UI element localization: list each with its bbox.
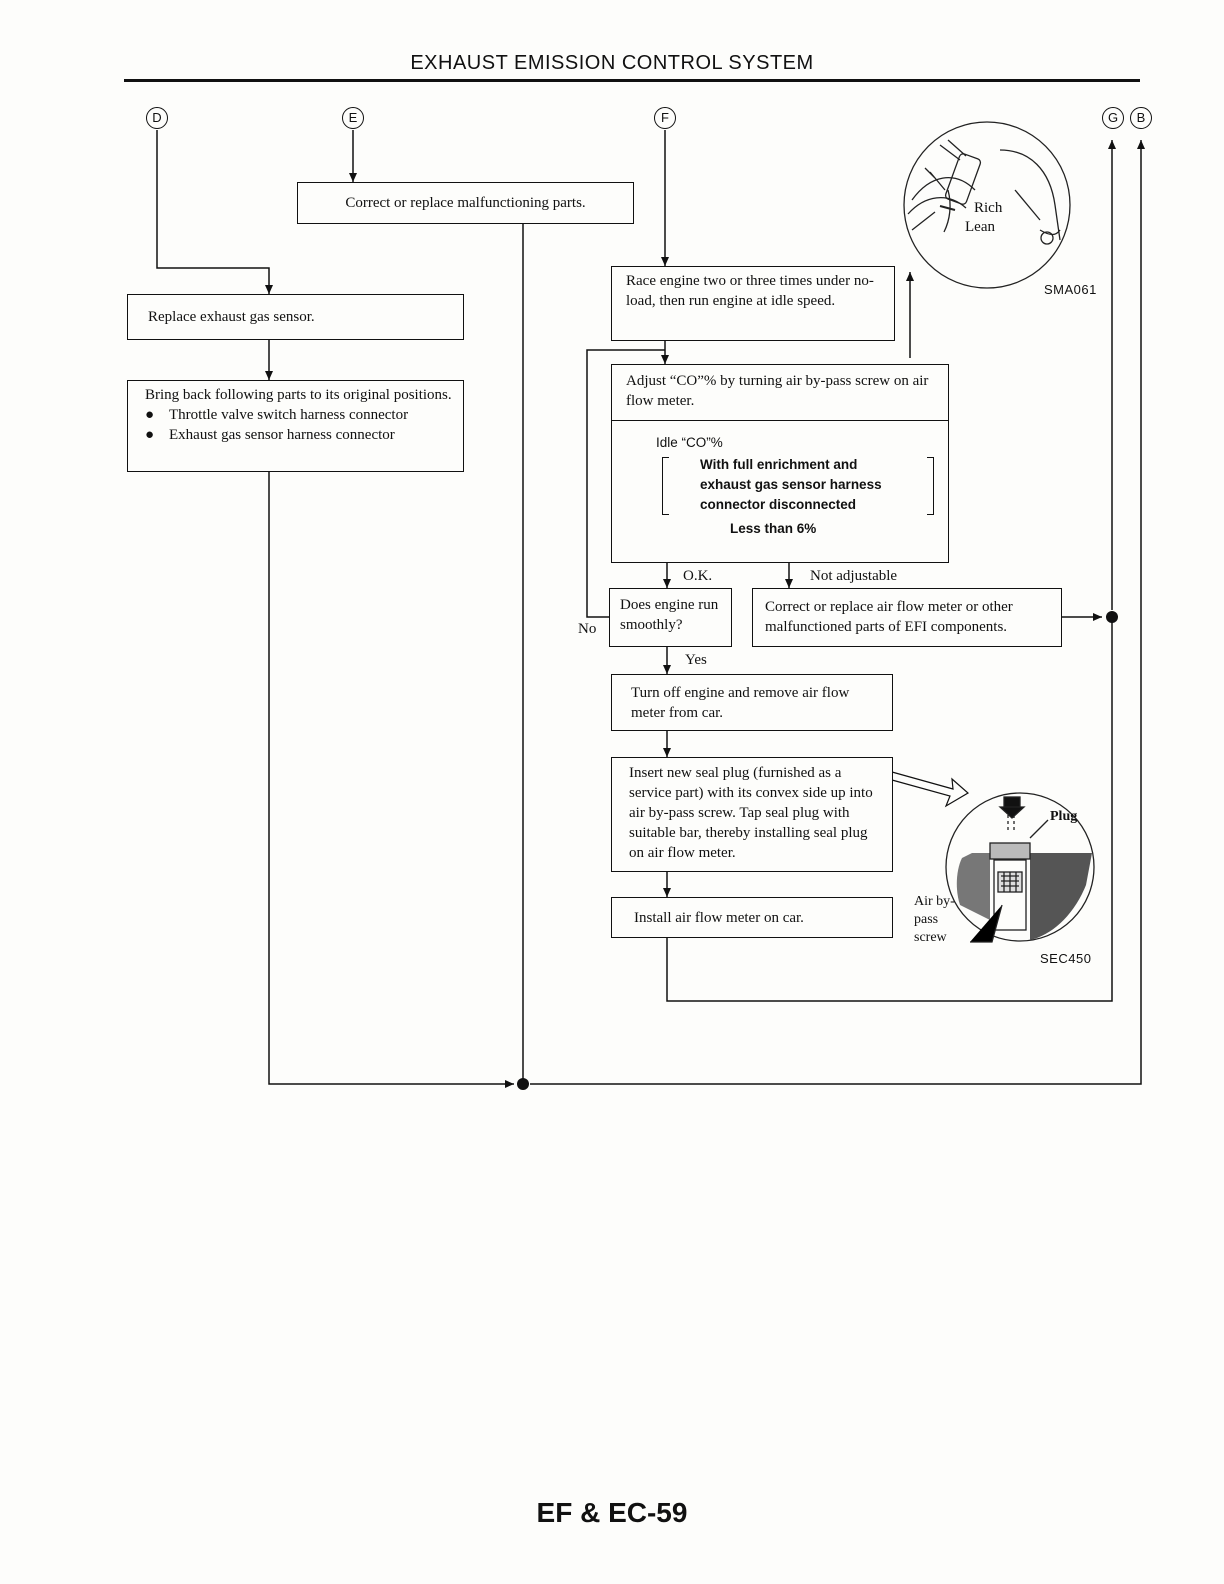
page-header: EXHAUST EMISSION CONTROL SYSTEM xyxy=(410,52,814,74)
bracket-left xyxy=(662,457,669,515)
smooth-box xyxy=(609,588,732,647)
no-label: No xyxy=(578,621,597,637)
connector-b: B xyxy=(1130,107,1152,129)
idle-spec-value: Less than 6% xyxy=(730,521,817,536)
connector-g: G xyxy=(1102,107,1124,129)
idle-spec xyxy=(612,421,948,539)
not-adjustable-label: Not adjustable xyxy=(810,568,898,584)
replace-sensor-box xyxy=(127,294,464,340)
bring-back-item-text: Throttle valve switch harness connector xyxy=(169,407,409,423)
lean-label: Lean xyxy=(965,219,995,235)
adjust-co-text: Adjust “CO”% by turning air by-pass screw on air flow meter. xyxy=(612,365,948,421)
bring-back-intro: Bring back following parts to its original positions. xyxy=(145,387,452,403)
rich-label: Rich xyxy=(974,200,1003,216)
connector-f: F xyxy=(654,107,676,129)
yes-label: Yes xyxy=(685,652,707,668)
ok-label: O.K. xyxy=(683,568,713,584)
bracket-right xyxy=(927,457,934,515)
correct-replace-box xyxy=(297,182,634,224)
turn-off-box xyxy=(611,674,893,731)
correct-replace-text: Correct or replace malfunctioning parts. xyxy=(345,195,586,211)
bullet-dot: ● xyxy=(145,427,155,443)
race-engine-box xyxy=(611,266,895,341)
figure1-code: SMA061 xyxy=(1044,282,1097,297)
idle-spec-condition-text: With full enrichment and exhaust gas sensor harness connector disconnected xyxy=(700,457,882,512)
connector-d: D xyxy=(146,107,168,129)
figure2-code: SEC450 xyxy=(1040,951,1092,966)
correct-afm-text: Correct or replace air flow meter or other malfunctioned parts of EFI components. xyxy=(765,599,1013,635)
race-engine-text: Race engine two or three times under no-load, then run engine at idle speed. xyxy=(626,273,874,309)
connector-e: E xyxy=(342,107,364,129)
plug-label: Plug xyxy=(1050,809,1078,824)
replace-sensor-text: Replace exhaust gas sensor. xyxy=(148,309,315,325)
install-text: Install air flow meter on car. xyxy=(634,910,804,926)
turn-off-text: Turn off engine and remove air flow meter from car. xyxy=(631,685,850,721)
correct-afm-box xyxy=(752,588,1062,647)
idle-spec-condition xyxy=(660,455,914,515)
page-number: EF & EC-59 xyxy=(536,1497,688,1528)
smooth-text: Does engine run smoothly? xyxy=(620,597,719,633)
junction-dot xyxy=(1106,611,1118,623)
screw-label: Air by-pass screw xyxy=(914,894,955,945)
bring-back-item-text: Exhaust gas sensor harness connector xyxy=(169,427,395,443)
bullet-dot: ● xyxy=(145,407,155,423)
install-box xyxy=(611,897,893,938)
idle-spec-title: Idle “CO”% xyxy=(656,435,723,450)
insert-plug-text: Insert new seal plug (furnished as a service part) with its convex side up into air by-pass screw. Tap seal plug with suitable bar, thereby installing seal plug on air flow meter. xyxy=(629,765,873,861)
bring-back-item xyxy=(145,425,453,445)
insert-plug-box xyxy=(611,757,893,872)
adjust-co-box xyxy=(611,364,949,563)
bring-back-item xyxy=(145,405,453,425)
bring-back-box xyxy=(127,380,464,472)
junction-dot xyxy=(517,1078,529,1090)
